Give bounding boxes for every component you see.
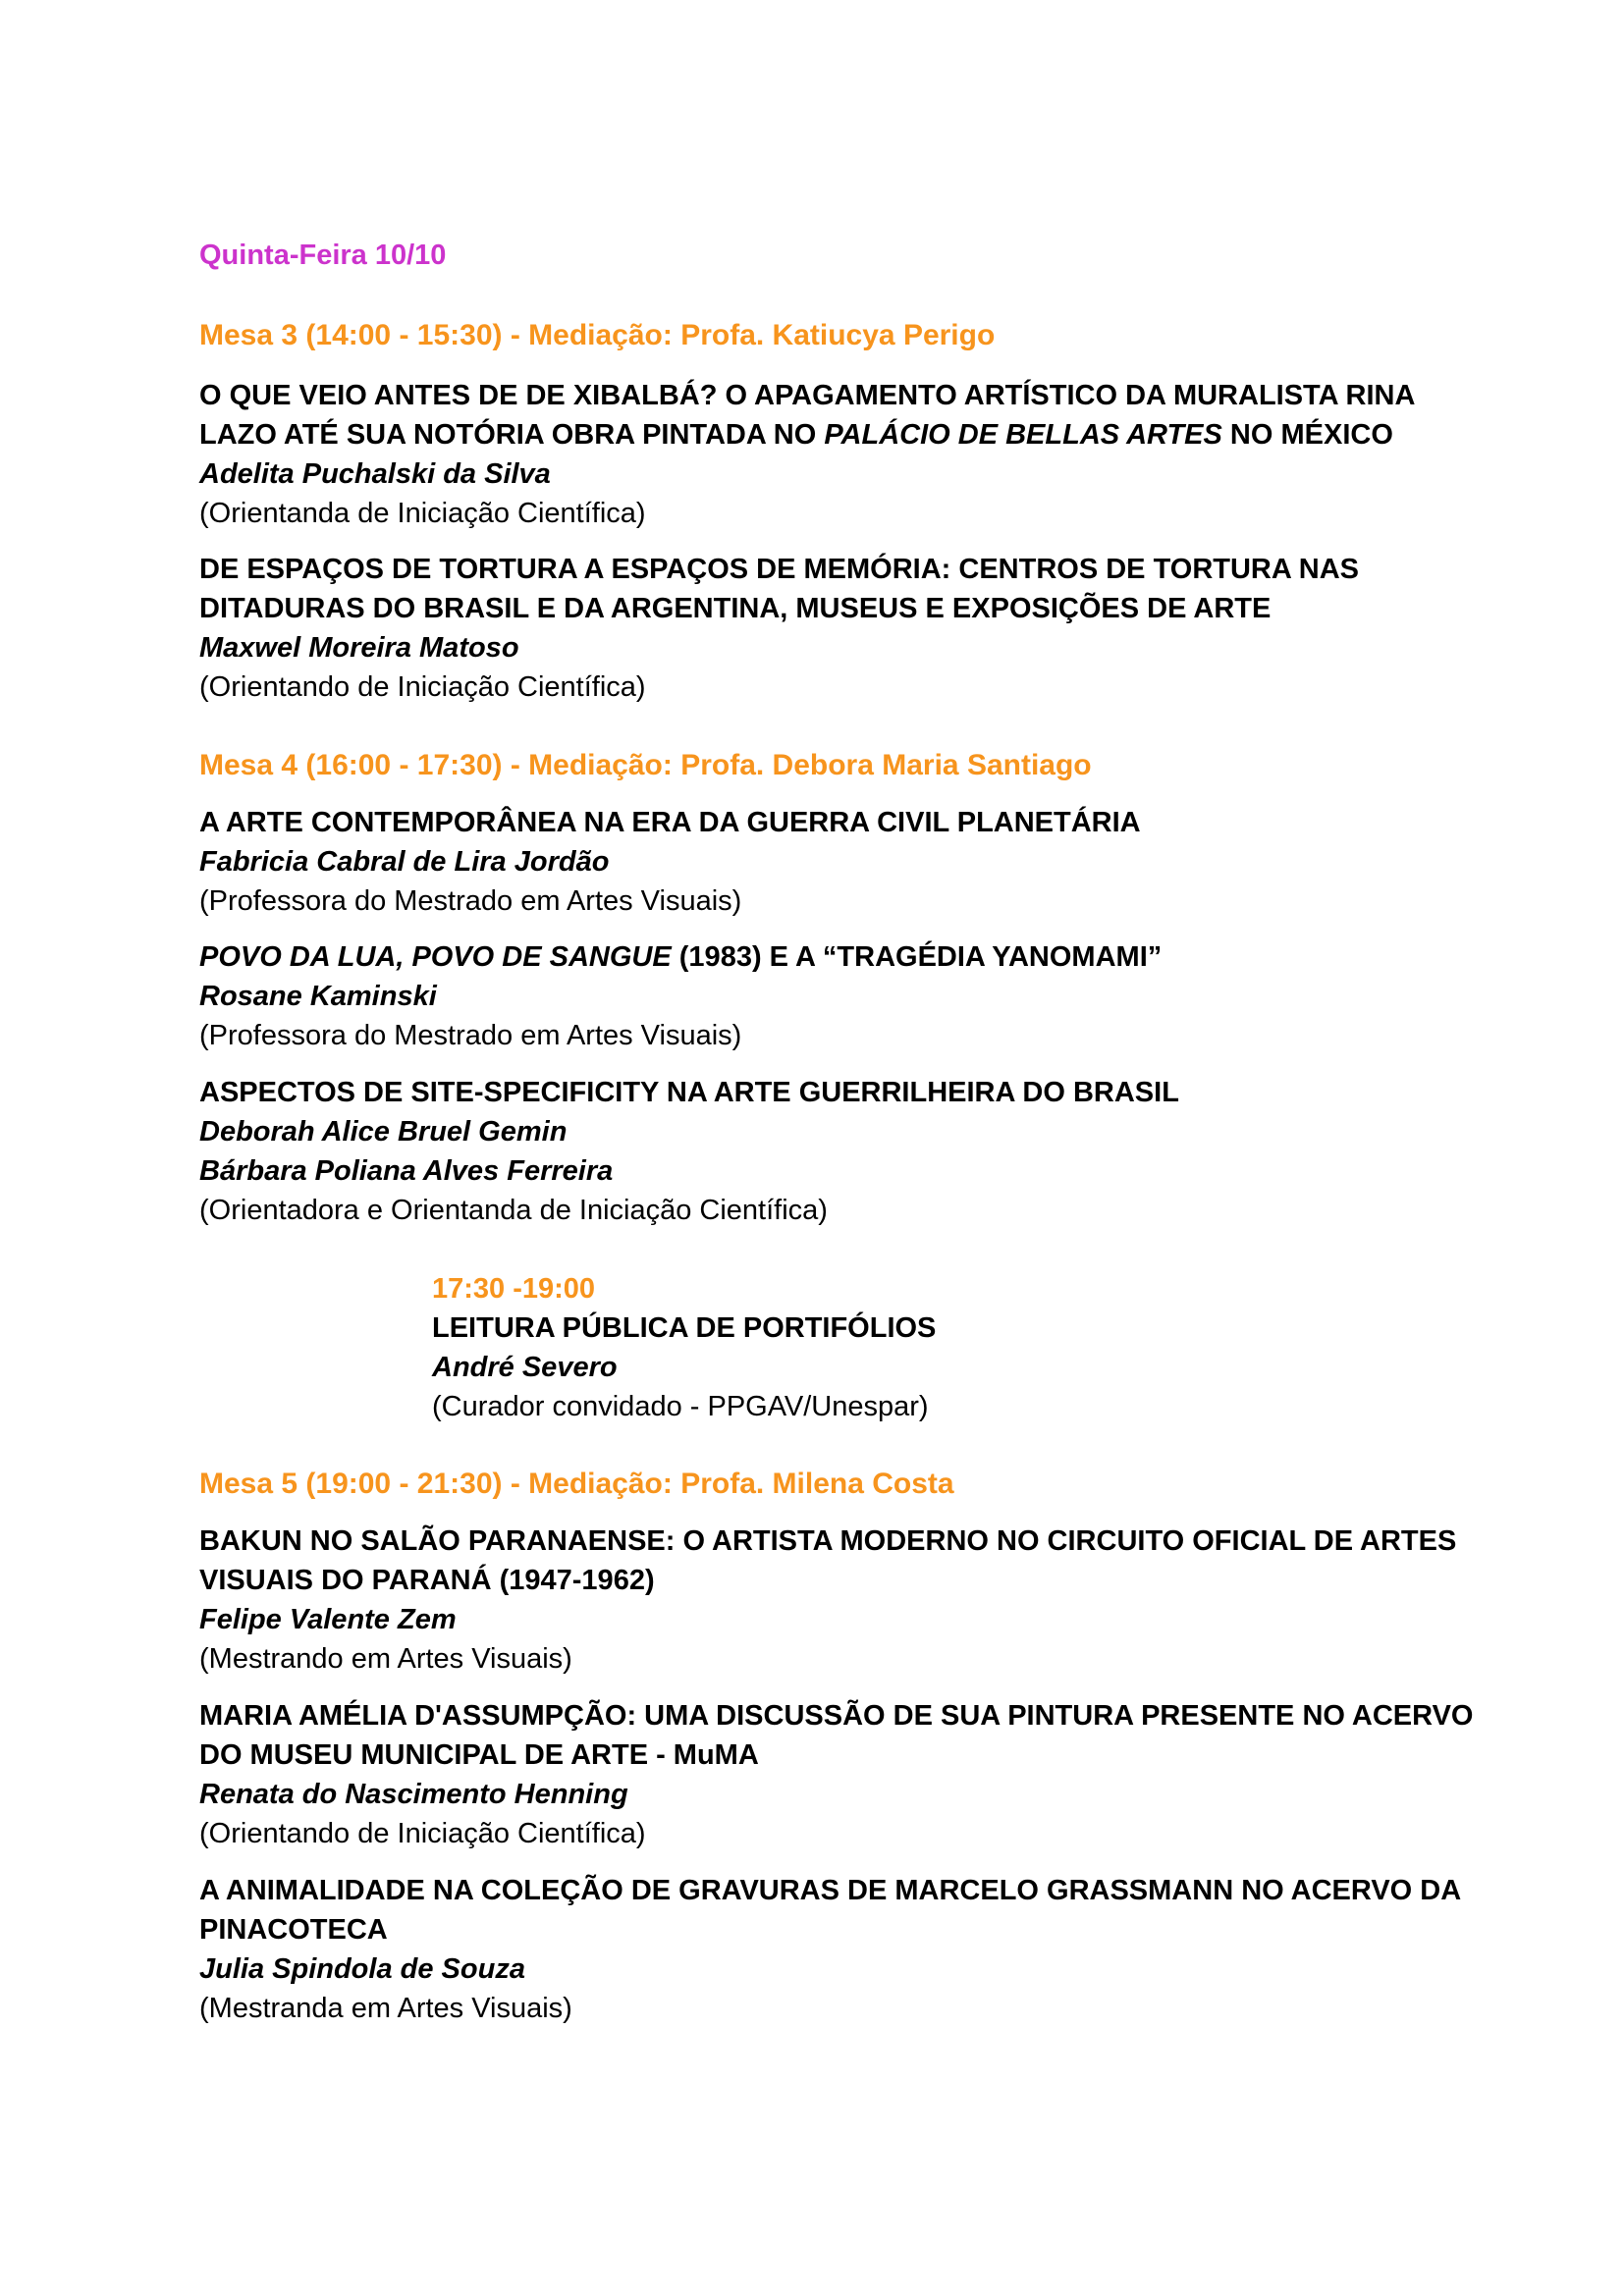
talk-title-line — [199, 415, 1476, 454]
talk-title-part: (1983) E A “TRAGÉDIA YANOMAMI” — [671, 941, 1163, 973]
talk-affiliation: (Professora do Mestrado em Artes Visuais) — [199, 1020, 742, 1051]
talk-title-line: DE ESPAÇOS DE TORTURA A ESPAÇOS DE MEMÓRIA: CENTROS DE TORTURA NAS — [199, 554, 1360, 585]
talk-title-part: LAZO ATÉ SUA NOTÓRIA OBRA PINTADA NO — [199, 419, 825, 451]
talk-title: A ARTE CONTEMPORÂNEA NA ERA DA GUERRA CIVIL PLANETÁRIA — [199, 807, 1141, 838]
talk-author: Maxwel Moreira Matoso — [199, 632, 519, 664]
talk-affiliation: (Orientando de Iniciação Científica) — [199, 671, 646, 703]
talk-title-line: MARIA AMÉLIA D'ASSUMPÇÃO: UMA DISCUSSÃO DE SUA PINTURA PRESENTE NO ACERVO — [199, 1700, 1474, 1732]
talk-mesa3-2 — [199, 550, 1476, 707]
reading-time: 17:30 -19:00 — [432, 1273, 596, 1305]
talk-affiliation: (Orientadora e Orientanda de Iniciação Científica) — [199, 1195, 828, 1226]
talk-affiliation: (Mestranda em Artes Visuais) — [199, 1993, 572, 2024]
session-heading-mesa-4: Mesa 4 (16:00 - 17:30) - Mediação: Profa. Debora Maria Santiago — [199, 749, 1092, 781]
talk-mesa5-2 — [199, 1696, 1476, 1853]
talk-mesa5-1 — [199, 1522, 1476, 1679]
talk-author: Julia Spindola de Souza — [199, 1953, 525, 1985]
talk-mesa4-3 — [199, 1073, 1476, 1230]
talk-author: Felipe Valente Zem — [199, 1604, 457, 1635]
talk-mesa4-1 — [199, 803, 1476, 921]
portfolio-reading-block — [432, 1269, 1624, 1426]
talk-title-italic: PALÁCIO DE BELLAS ARTES — [824, 419, 1222, 451]
day-heading: Quinta-Feira 10/10 — [199, 240, 447, 271]
talk-mesa3-1 — [199, 376, 1476, 533]
talk-title-line: VISUAIS DO PARANÁ (1947-1962) — [199, 1565, 655, 1596]
talk-title-line: BAKUN NO SALÃO PARANAENSE: O ARTISTA MODERNO NO CIRCUITO OFICIAL DE ARTES — [199, 1525, 1457, 1557]
reading-title: LEITURA PÚBLICA DE PORTIFÓLIOS — [432, 1312, 937, 1344]
talk-title: ASPECTOS DE SITE-SPECIFICITY NA ARTE GUERRILHEIRA DO BRASIL — [199, 1077, 1179, 1108]
talk-author: Renata do Nascimento Henning — [199, 1779, 628, 1810]
talk-author: Fabricia Cabral de Lira Jordão — [199, 846, 610, 878]
talk-title-line: PINACOTECA — [199, 1914, 388, 1946]
talk-affiliation: (Professora do Mestrado em Artes Visuais) — [199, 885, 742, 917]
talk-author: Adelita Puchalski da Silva — [199, 458, 551, 490]
talk-affiliation: (Mestrando em Artes Visuais) — [199, 1643, 572, 1675]
talk-title-line: O QUE VEIO ANTES DE DE XIBALBÁ? O APAGAMENTO ARTÍSTICO DA MURALISTA RINA — [199, 380, 1416, 411]
session-heading-mesa-5: Mesa 5 (19:00 - 21:30) - Mediação: Profa. Milena Costa — [199, 1468, 954, 1500]
talk-title-line: DO MUSEU MUNICIPAL DE ARTE - MuMA — [199, 1739, 759, 1771]
talk-mesa5-3 — [199, 1871, 1476, 2028]
talk-author: Bárbara Poliana Alves Ferreira — [199, 1155, 614, 1187]
talk-title-part: NO MÉXICO — [1221, 419, 1393, 451]
talk-title-italic: POVO DA LUA, POVO DE SANGUE — [199, 941, 672, 973]
talk-mesa4-2 — [199, 937, 1476, 1055]
talk-title — [199, 937, 1476, 977]
reading-author: André Severo — [432, 1352, 618, 1383]
talk-affiliation: (Orientando de Iniciação Científica) — [199, 1818, 646, 1849]
talk-title-line: DITADURAS DO BRASIL E DA ARGENTINA, MUSEUS E EXPOSIÇÕES DE ARTE — [199, 593, 1272, 624]
reading-affiliation: (Curador convidado - PPGAV/Unespar) — [432, 1391, 929, 1422]
talk-affiliation: (Orientanda de Iniciação Científica) — [199, 498, 646, 529]
session-heading-mesa-3: Mesa 3 (14:00 - 15:30) - Mediação: Profa. Katiucya Perigo — [199, 319, 996, 351]
talk-author: Rosane Kaminski — [199, 981, 437, 1012]
talk-author: Deborah Alice Bruel Gemin — [199, 1116, 568, 1148]
talk-title-line: A ANIMALIDADE NA COLEÇÃO DE GRAVURAS DE MARCELO GRASSMANN NO ACERVO DA — [199, 1875, 1462, 1906]
